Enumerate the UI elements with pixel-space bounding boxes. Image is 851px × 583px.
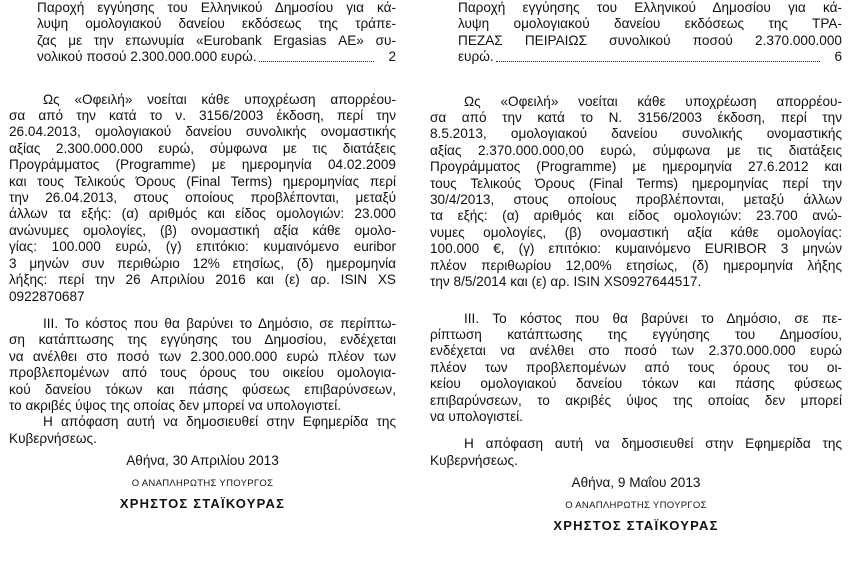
paragraph-line: να ανέλθει στο ποσό των 2.300.000.000 ευρώ πλέον των [9,348,396,364]
paragraph-line: αξίας 2.370.000.000,00 ευρώ, σύμφωνα με τις διατάξεις [430,142,842,158]
paragraph-line: πλέον των προβλεπομένων από τους όρους του οι- [430,359,842,375]
paragraph-line: τους Τελικούς Όρους (Final Terms) ημερομηνίας περί την [430,175,842,191]
publish-paragraph [9,414,396,447]
toc-entry-line: Παροχή εγγύησης του Ελληνικού Δημοσίου για κά- [37,0,396,15]
obligation-paragraph [430,94,842,291]
paragraph-line: κού δανείου τόκων και πάσης φύσεως επιβαρύνσεων, [9,381,396,397]
paragraph-line: τα εξής: (α) αριθμός και είδος ομολογιών: 23.700 ανώ- [430,208,842,224]
toc-page-number: 6 [834,49,842,65]
toc-entry-line: ζας με την επωνυμία «Eurobank Ergasias ΑΕ» συ- [37,32,396,48]
paragraph-line: αξίας 2.300.000.000 ευρώ, σύμφωνα με τις διατάξεις [9,140,396,156]
paragraph-line: ανώνυμες ομολογίες, (β) ονομαστική αξία κάθε ομολο- [9,222,396,238]
paragraph-line: 0922870687 [9,288,85,304]
paragraph-line: 3 μηνών συν περιθώριο 12% ετησίως, (δ) ημερομηνία [9,255,396,271]
toc-entry-line: λυψη ομολογιακού δανείου εκδόσεως της ΤΡΑ- [458,16,842,32]
paragraph-line: επιβαρύνσεων, το ακριβές ύψος της οποίας δεν μπορεί [430,392,842,408]
paragraph-line: Προγράμματος (Programme) με ημερομηνία 27.6.2012 και [430,159,842,175]
toc-entry-line: Παροχή εγγύησης του Ελληνικού Δημοσίου για κά- [458,0,842,15]
toc-entry-line: ΠΕΖΑΣ ΠΕΙΡΑΙΩΣ συνολικού ποσού 2.370.000.000 [458,32,842,48]
paragraph-line: άλλων τα εξής: (α) αριθμός και είδος ομολογιών: 23.000 [9,206,396,222]
dot-leader [496,60,820,62]
paragraph-line: 26.04.2013, ομολογιακού δανείου συνολικής ονομαστικής [9,124,396,140]
signoff-date: Αθήνα, 9 Μαΐου 2013 [571,475,701,491]
obligation-paragraph [9,92,396,305]
publish-paragraph [430,436,842,469]
toc-entry-line: νολικού ποσού 2.300.000.000 ευρώ. [37,49,257,65]
toc-entry-piraeus [430,0,842,66]
paragraph-line: 30/4/2013, στους οποίους προβλέπονται, μεταξύ άλλων [430,192,842,208]
toc-entry-last-row [37,49,396,65]
paragraph-line: ενδέχεται να ανέλθει στο ποσό των 2.370.000.000 ευρώ [430,343,842,359]
toc-entry-eurobank [9,0,396,66]
paragraph-line: σα από την κατά το Ν. 3156/2003 έκδοση, περί την [430,110,842,126]
signer-title: Ο ΑΝΑΠΛΗΡΩΤΗΣ ΥΠΟΥΡΓΟΣ [565,499,707,511]
paragraph-line: Η απόφαση αυτή να δημοσιευθεί στην Εφημερίδα της [43,414,396,430]
paragraph-line: III. Το κόστος που θα βαρύνει το Δημόσιο, σε πε- [464,310,842,326]
paragraph-line: το ακριβές ύψος της οποίας δεν μπορεί να υπολογιστεί. [9,397,342,413]
paragraph-line: προβλεπομένων από τους όρους του οικείου ομολογια- [9,365,396,381]
paragraph-line: Ως «Οφειλή» νοείται κάθε υποχρέωση απορρέου- [464,93,842,109]
paragraph-line: Προγράμματος (Programme) με ημερομηνία 04.02.2009 [9,157,396,173]
cost-paragraph [9,316,396,414]
paragraph-line: λήξης: περί την 26 Απριλίου 2016 και (ε) αρ. ISIN XS [9,272,396,288]
signer-name: ΧΡΗΣΤΟΣ ΣΤΑΪΚΟΥΡΑΣ [553,517,719,533]
paragraph-line: σα από την κατά το ν. 3156/2003 έκδοση, περί την [9,108,396,124]
signoff [9,453,396,512]
paragraph-line: νυμες ομολογίες, (β) ονομαστική αξία κάθε ομολογίας: [430,224,842,240]
toc-entry-last-row [458,49,842,65]
toc-entry-line: λυψη ομολογιακού δανείου εκδόσεως της τράπε- [37,16,396,32]
paragraph-line: κείου ομολογιακού δανείου τόκων και πάσης φύσεως [430,376,842,392]
paragraph-line: 100.000 €, (γ) επιτόκιο: κυμαινόμενο EURIBOR 3 μηνών [430,241,842,257]
signer-title: Ο ΑΝΑΠΛΗΡΩΤΗΣ ΥΠΟΥΡΓΟΣ [131,477,274,489]
paragraph-line: γίας: 100.000 ευρώ, (γ) επιτόκιο: κυμαινόμενο euribor [9,239,396,255]
signoff-date: Αθήνα, 30 Απριλίου 2013 [126,453,279,469]
paragraph-line: 8.5.2013, ομολογιακού δανείου συνολικής ονομαστικής [430,126,842,142]
paragraph-line: την 26.04.2013, στους οποίους προβλέπονται, μεταξύ [9,190,396,206]
right-column [430,0,842,534]
paragraph-line: Η απόφαση αυτή να δημοσιευθεί στην Εφημερίδα της [464,436,842,452]
paragraph-line: την 8/5/2014 και (ε) αρ. ISIN XS0927644517. [430,274,702,290]
paragraph-line: ση κατάπτωσης της εγγύησης του Δημοσίου, ενδέχεται [9,332,396,348]
paragraph-line: Ως «Οφειλή» νοείται κάθε υποχρέωση απορρέου- [43,91,396,107]
signer-name: ΧΡΗΣΤΟΣ ΣΤΑΪΚΟΥΡΑΣ [119,495,286,511]
paragraph-line: III. Το κόστος που θα βαρύνει το Δημόσιο, σε περίπτω- [43,315,396,331]
paragraph-line: και τους Τελικούς Όρους (Final Terms) ημερομηνίας περί [9,173,396,189]
dot-leader [259,60,374,62]
paragraph-line: πλέον περιθωρίου 12,00% ετησίως, (δ) ημερομηνία λήξης [430,257,842,273]
paragraph-line: να υπολογιστεί. [430,408,523,424]
toc-page-number: 2 [388,49,396,65]
paragraph-line: Κυβερνήσεως. [9,430,97,446]
left-column [9,0,396,512]
cost-paragraph [430,311,842,426]
signoff [430,475,842,534]
paragraph-line: Κυβερνήσεως. [430,452,518,468]
toc-entry-line: ευρώ. [458,49,494,65]
paragraph-line: ρίπτωση κατάπτωσης της εγγύησης του Δημοσίου, [430,326,842,342]
